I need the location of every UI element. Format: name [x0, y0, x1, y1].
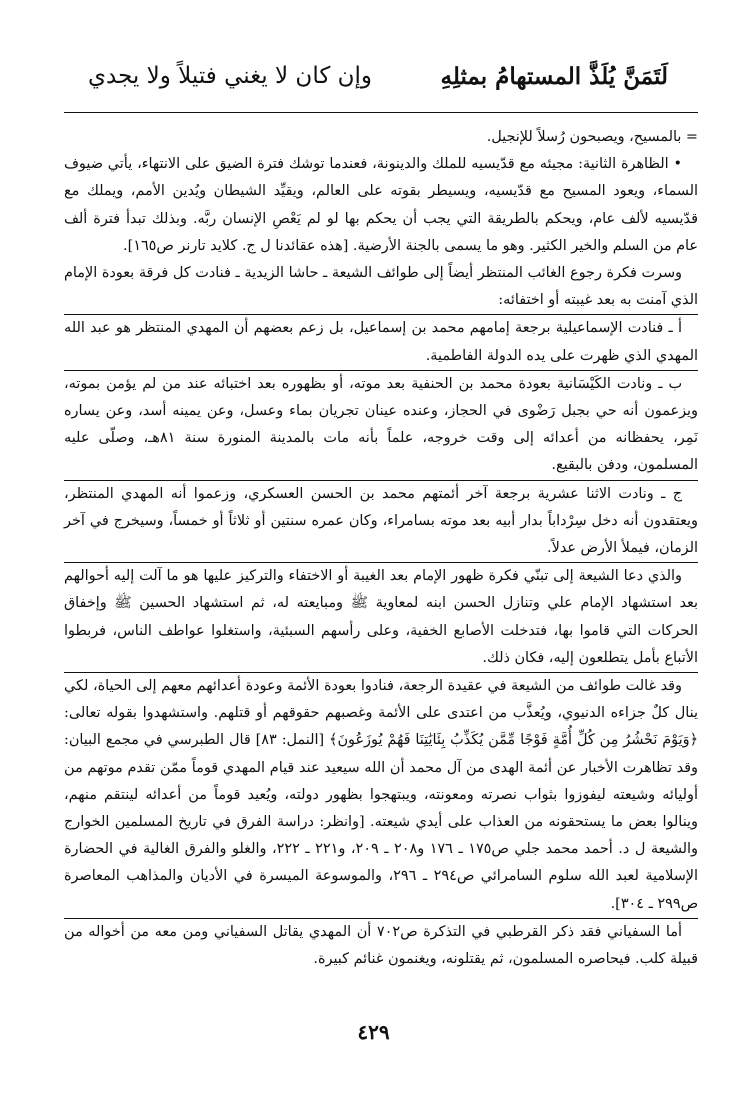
- paragraph-twelvers: ج ـ ونادت الاثنا عشرية برجعة آخر أئمتهم محمد بن الحسن العسكري، وزعموا أنه المهدي المنتظر، ويعتقدون أنه دخل سِرْداباً بدار أبيه بعد موته بسامراء، وكان عمره سنتين أو ثلاثاً أو خمساً، وسيخرج في آخر الزمان، فيملأ الأرض عدلاً.: [64, 481, 698, 564]
- paragraph-ismailis: أ ـ فنادت الإسماعيلية برجعة إمامهم محمد بن إسماعيل، بل زعم بعضهم أن المهدي المنتظر هو عبد الله المهدي الذي ظهرت على يده الدولة الفاطمية.: [64, 315, 698, 370]
- paragraph-shia-return: وسرت فكرة رجوع الغائب المنتظر أيضاً إلى طوائف الشيعة ـ حاشا الزيدية ـ فنادت كل فرقة بعودة الإمام الذي آمنت به بعد غيبته أو اختفائه:: [64, 260, 698, 315]
- header-divider: [64, 112, 698, 113]
- paragraph-raja: وقد غالت طوائف من الشيعة في عقيدة الرجعة، فنادوا بعودة الأئمة وعودة أعدائهم معهم إلى الحياة، لكي ينال كلٌ جزاءه الدنيوي، ويُعذَّب من اعتدى على الأئمة وغصبهم حقوقهم أو قتلهم. واستشهدوا بقوله تعالى: ﴿وَيَوْمَ نَحْشُرُ مِن كُلِّ أُمَّةٍ فَوْجًا مِّمَّن يُكَذِّبُ بِئَايَٰتِنَا فَهُمْ يُوزَعُونَ﴾ [النمل: ٨٣] قال الطبرسي في مجمع البيان: وقد تظاهرت الأخبار عن أئمة الهدى من آل محمد أن الله سيعيد عند قيام المهدي قوماً ممّن تقدم موتهم من أوليائه وشيعته ليفوزوا بثواب نصرته ومعونته، ويبتهجوا بظهور دولته، ويُعيد قوماً من أعدائه لينتقم منهم، وينالوا بعض ما يستحقونه من العذاب على أيدي شيعته. [وانظر: دراسة الفرق في تاريخ المسلمين الخوارج والشيعة ل د. أحمد محمد جلي ص١٧٥ ـ ١٧٦ و٢٠٨ ـ ٢٠٩، و٢٢١ ـ ٢٢٢، والغلو والفرق الغالية في الحضارة الإسلامية لعبد الله سلوم السامرائي ص٢٩٤ ـ ٢٩٦، والموسوعة الميسرة في الأديان والمذاهب المعاصرة ص٢٩٩ ـ ٣٠٤].: [64, 673, 698, 919]
- header-right-hemistich: لَتَمَنَّ يُلَذَّ المستهامُ بمثلِهِ: [440, 62, 668, 90]
- running-header: [88, 56, 668, 96]
- paragraph-sufyani: أما السفياني فقد ذكر القرطبي في التذكرة ص٧٠٢ أن المهدي يقاتل السفياني ومن معه من أخواله من قبيلة كلب. فيحاصره المسلمون، ثم يقتلونه، ويغنمون غنائم كبيرة.: [64, 923, 698, 968]
- page-number: ٤٢٩: [357, 1020, 390, 1044]
- paragraph-reasons: والذي دعا الشيعة إلى تبنّي فكرة ظهور الإمام بعد الغيبة أو الاختفاء والتركيز عليها هو ما آلت إليه أحوالهم بعد استشهاد الإمام علي وتنازل الحسن ابنه لمعاوية ﷺ ومبايعته له، ثم استشهاد الحسين ﷺ وإخفاق الحركات التي قاموا بها، فتدخلت الأصابع الخفية، وعلى رأسهم السبئية، واستغلوا عواطف الناس، فربطوا الأتباع بأمل يتطلعون إليه، فكان ذلك.: [64, 563, 698, 673]
- page-body: [64, 124, 698, 973]
- paragraph-second-phenomenon: • الظاهرة الثانية: مجيئه مع قدّيسيه للملك والدينونة، فعندما توشك فترة الضيق على الانتهاء، يأتي ضيوف السماء، ويعود المسيح مع قدّيسيه، ويسيطر بقوته على العالم، ويقيِّد الشيطان ويُدين الأمم، ويملك مع قدّيسيه لألف عام، ويحكم بالطريقة التي يجب أن يحكم بها لو لم يَعْصِ الإنسان ربَّه. وبذلك تبدأ فترة ألف عام من السلم والخير الكثير. وهو ما يسمى بالجنة الأرضية. [هذه عقائدنا ل ج. كلايد تارنر ص١٦٥].: [64, 156, 698, 254]
- paragraph-kaysaniyya: ب ـ ونادت الكَيْسَانية بعودة محمد بن الحنفية بعد موته، أو بظهوره بعد اختبائه عند من لم يؤمن بموته، ويزعمون أنه حي بجبل رَضْوى في الحجاز، وعنده عينان تجريان بماء وعسل، وعن يمينه أسد، وعن يساره نَمِر، يحفظانه من أعدائه إلى وقت خروجه، علماً بأنه مات بالمدينة المنورة سنة ٨١هـ، وصلّى عليه المسلمون، ودفن بالبقيع.: [64, 371, 698, 481]
- paragraph-continuation: = بالمسيح، ويصبحون رُسلاً للإنجيل.: [486, 129, 698, 145]
- header-left-hemistich: وإن كان لا يغني فتيلاً ولا يجدي: [88, 63, 372, 89]
